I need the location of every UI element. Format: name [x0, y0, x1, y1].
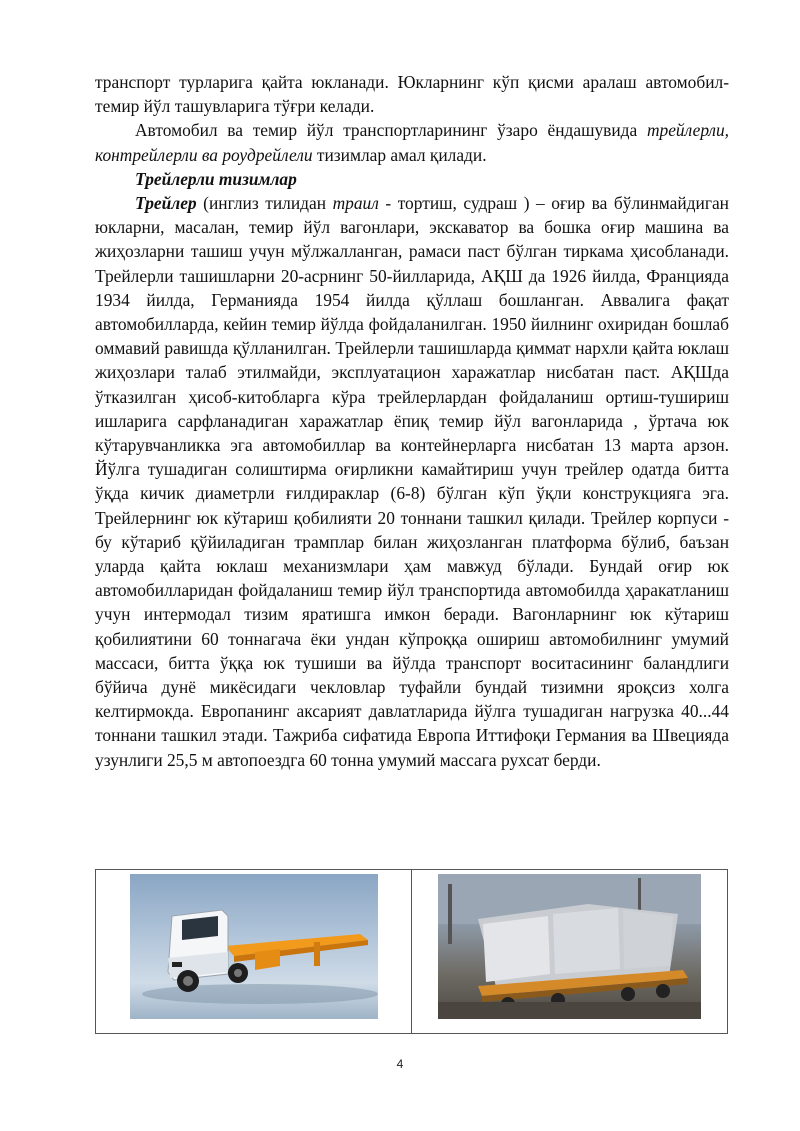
italic-term: трейлерли, контрейлерли ва роудрейлели	[95, 120, 729, 165]
loaded-flatbed-trailer-photo-icon	[438, 874, 701, 1019]
text-run: - тортиш, судраш ) – оғир ва бўлинмайдиган юкларни, масалан, темир йўл вагонлари, экскаватор ва бошка оғир машина ва жиҳозларни ташиш учун мўлжалланган, рамаси паст бўлган тиркама ҳисобланади. Трейлерли ташишларни 20-асрнинг 50-йилларида, АҚШ да 1926 йилда, Францияда 1934 йилда, Германияда 1954 йилда қўллаш бошланган. Аввалига фақат автомобилларда, кейин темир йўлда фойдаланилган. 1950 йилнинг охиридан бошлаб оммавий равишда қўлланилган. Трейлерли ташишларда қиммат нархли қайта юклаш жиҳозлари талаб этилмайди, эксплуатацион харажатлар нисбатан паст. АҚШда ўтказилган ҳисоб-китобларга кўра трейлерлардан фойдаланиш ортиш-тушириш ишларига сарфланадиган харажатлар ёпиқ темир йўл вагонларида , ўртача юк кўтарувчанликка эга автомобиллар ва контейнерларга нисбатан 13 марта арзон. Йўлга тушадиган солиштирма оғирликни камайтириш учун трейлер одатда битта ўқда кичик диаметрли ғилдираклар (6-8) бўлган кўп ўқли конструкцияга эга. Трейлернинг юк кўтариш қобилияти 20 тоннани ташкил қилади. Трейлер корпуси - бу кўтариб қўйиладиган трамплар билан жиҳозланган платформа бўлиб, баъзан уларда қайта юклаш механизмлари ҳам мавжуд бўлади. Бундай оғир юк автомобилларидан фойдаланиш темир йўл транспортида автомобилда ҳаракатланиш учун интермодал тизим яратишга имкон беради. Вагонларнинг юк кўтариш қобилиятини 60 тоннагача ёки ундан кўпроққа ошириш автомобилнинг умумий массаси, битта ўққа юк тушиши ва йўлда транспорт воситасининг баландлиги бўйича дунё микёсидаги чекловлар туфайли бундай тизимни яроқсиз холга келтирмокда. Европанинг аксарият давлатларида йўлга тушадиган нагрузка 40...44 тоннани ташкил этади. Тажриба сифатида Европа Иттифоқи Германия ва Швецияда узунлиги 25,5 м автопоездга 60 тонна умумий массага рухсат берди.	[95, 193, 729, 770]
text-run: (инглиз тилидан	[196, 193, 333, 214]
figure-cell-right	[411, 870, 727, 1033]
paragraph-systems-intro	[95, 118, 729, 166]
text-run: тизимлар амал қилади.	[312, 144, 487, 165]
tractor-trailer-photo-icon	[130, 874, 378, 1019]
bold-italic-term: Трейлер	[135, 193, 197, 214]
section-heading: Трейлерли тизимлар	[135, 168, 297, 189]
figure-table	[95, 869, 728, 1034]
paragraph-trailer-definition	[95, 191, 729, 772]
italic-term: траил	[332, 193, 379, 214]
figure-cell-left	[96, 870, 411, 1033]
paragraph-continuation: транспорт турларига қайта юкланади. Юкларнинг кўп қисми аралаш автомобил-темир йўл ташувларига тўғри келади.	[95, 72, 729, 117]
text-run: Автомобил ва темир йўл транспортларининг ўзаро ёндашувида	[135, 120, 647, 141]
page-body	[95, 70, 729, 772]
page-number: 4	[396, 1057, 404, 1071]
